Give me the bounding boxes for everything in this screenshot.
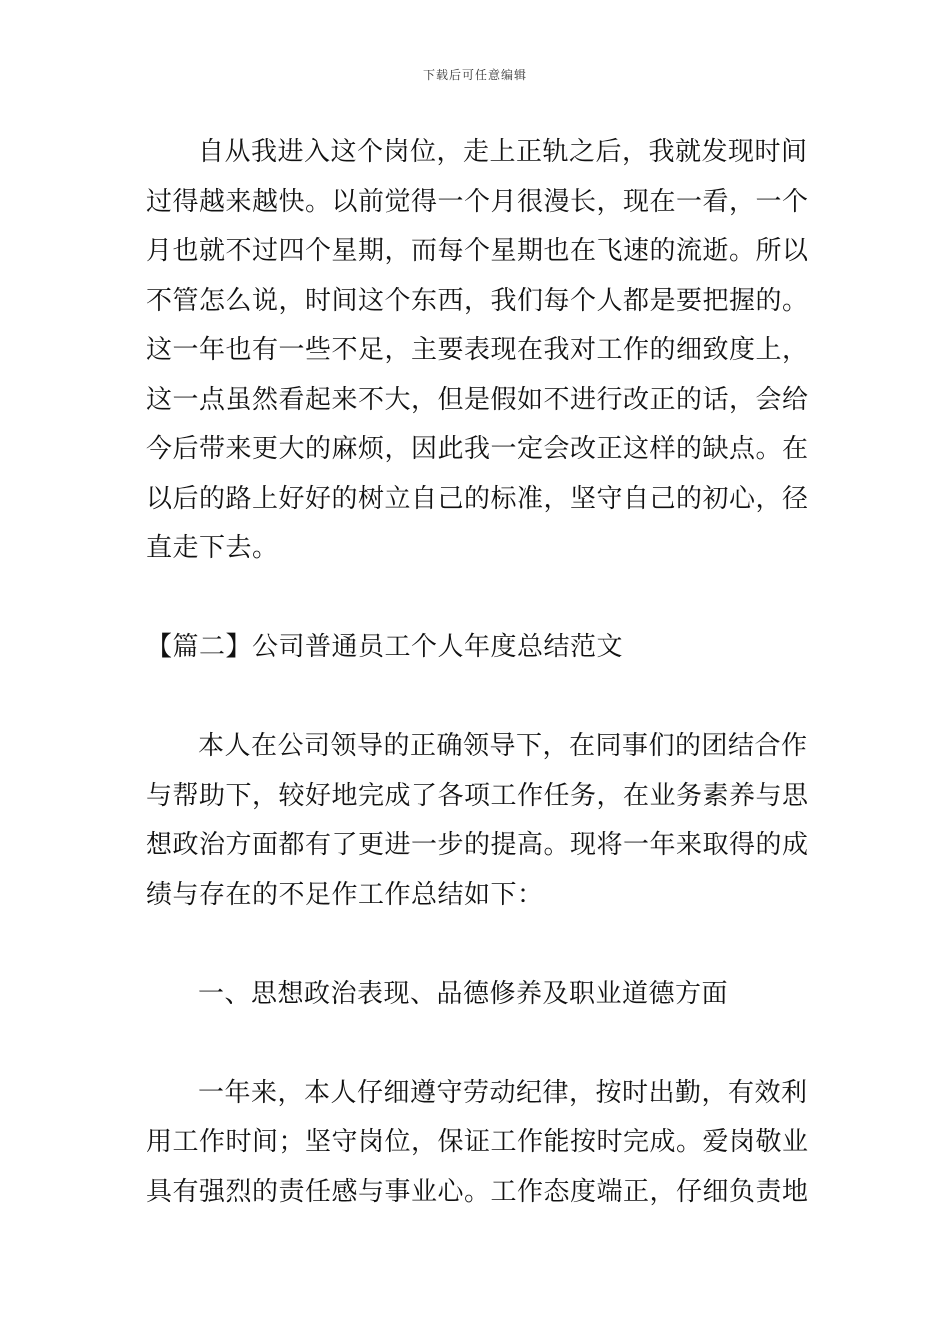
section-title: 【篇二】公司普通员工个人年度总结范文 [146,632,624,662]
document-body [146,128,808,1217]
text-line: 与帮助下，较好地完成了各项工作任务，在业务素养与思 [146,780,809,811]
text-line: 这一年也有一些不足，主要表现在我对工作的细致度上， [146,335,809,365]
text-line: 这一点虽然看起来不大，但是假如不进行改正的话，会给 [146,384,809,415]
paragraph-conduct [146,1069,808,1218]
text-line: 直走下去。 [146,533,279,563]
text-line: 自从我进入这个岗位，走上正轨之后，我就发现时间 [198,137,808,167]
paragraph-time-reflection [146,128,808,574]
subheading: 一、思想政治表现、品德修养及职业道德方面 [198,978,729,1009]
spacer [146,1019,808,1069]
text-line: 不管怎么说，时间这个东西，我们每个人都是要把握的。 [146,285,809,316]
spacer [146,673,808,723]
text-line: 本人在公司领导的正确领导下，在同事们的团结合作 [198,731,808,761]
text-line: 过得越来越快。以前觉得一个月很漫长，现在一看，一个 [146,186,809,217]
page-header-note: 下载后可任意编辑 [422,68,527,82]
text-line: 想政治方面都有了更进一步的提高。现将一年来取得的成 [146,830,809,860]
text-line: 以后的路上好好的树立自己的标准，坚守自己的初心，径 [146,483,809,514]
text-line: 今后带来更大的麻烦，因此我一定会改正这样的缺点。在 [146,434,809,464]
spacer [146,920,808,970]
text-line: 一年来，本人仔细遵守劳动纪律，按时出勤，有效利 [198,1077,808,1108]
paragraph-intro [146,722,808,920]
text-line: 绩与存在的不足作工作总结如下： [146,879,544,910]
spacer [146,574,808,624]
text-line: 月也就不过四个星期，而每个星期也在飞速的流逝。所以 [146,236,809,266]
text-line: 具有强烈的责任感与事业心。工作态度端正，仔细负责地 [146,1176,809,1207]
text-line: 用工作时间；坚守岗位，保证工作能按时完成。爱岗敬业 [146,1127,809,1157]
